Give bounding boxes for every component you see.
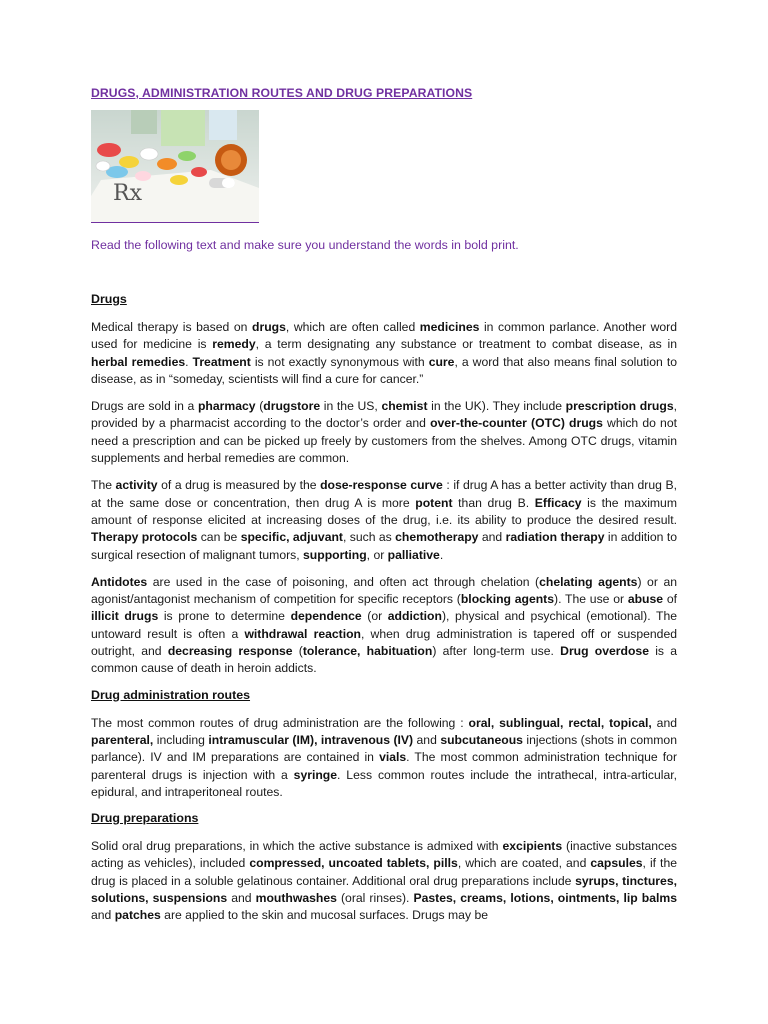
bold-term: chelating agents: [539, 574, 638, 589]
document-title: DRUGS, ADMINISTRATION ROUTES AND DRUG PREPARATIONS: [91, 86, 473, 100]
bold-term: prescription drugs: [565, 399, 674, 414]
bold-term: Pastes, creams, lotions, ointments, lip balms: [413, 891, 677, 906]
bold-term: abuse: [627, 592, 664, 607]
document-body: [91, 292, 677, 935]
bold-term: withdrawal reaction: [244, 626, 361, 641]
bold-term: palliative: [387, 547, 440, 562]
bold-term: oral, sublingual, rectal, topical,: [468, 715, 652, 730]
bold-term: pharmacy: [197, 399, 256, 414]
bold-term: intramuscular (IM), intravenous (IV): [208, 732, 414, 747]
intro-instruction: Read the following text and make sure you understand the words in bold print.: [91, 238, 519, 252]
paragraph: Medical therapy is based on drugs, which are often called medicines in common parlance. Another word used for medicine is remedy, a term designating any substance or treatment to combat disease, as in herbal remedies. Treatment is not exactly synonymous with cure, a word that also means final solution to disease, as in “someday, scientists will find a cure for cancer.”: [91, 320, 678, 386]
bold-term: excipients: [502, 839, 563, 854]
bold-term: remedy: [212, 337, 256, 352]
bold-term: subcutaneous: [440, 732, 523, 747]
bold-term: compressed, uncoated tablets, pills: [249, 856, 458, 871]
bold-term: Antidotes: [91, 574, 148, 589]
bold-term: chemotherapy: [395, 530, 479, 545]
bold-term: Treatment: [192, 354, 251, 369]
bold-term: Therapy protocols: [91, 530, 198, 545]
pills-prescription-image: [91, 110, 259, 223]
section-heading: Drug preparations: [91, 811, 199, 826]
bold-term: capsules: [590, 856, 643, 871]
bold-term: illicit drugs: [91, 609, 159, 624]
bold-term: blocking agents: [460, 592, 555, 607]
bold-term: patches: [114, 908, 161, 923]
bold-term: drugstore: [263, 399, 321, 414]
svg-text:Rx: Rx: [113, 181, 142, 206]
bold-term: Efficacy: [534, 495, 582, 510]
section-heading: Drug administration routes: [91, 687, 251, 702]
bold-term: drugs: [252, 320, 286, 334]
paragraph: Antidotes are used in the case of poisoning, and often act through chelation (chelating agents) or an agonist/antagonist mechanism of competition for specific receptors (blocking agents). The use or abuse of illicit drugs is prone to determine dependence (or addiction), physical and psychical (emotional). The untoward result is often a withdrawal reaction, when drug administration is tapered off or suspended outright, and decreasing response (tolerance, habituation) after long-term use. Drug overdose is a common cause of death in heroin addicts.: [91, 574, 678, 676]
bold-term: syrups, tinctures, solutions, suspensions: [91, 873, 677, 906]
bold-term: radiation therapy: [505, 530, 605, 545]
bold-term: decreasing response: [167, 644, 293, 659]
bold-term: mouthwashes: [255, 891, 337, 906]
bold-term: potent: [415, 495, 453, 510]
paragraph: The most common routes of drug administration are the following : oral, sublingual, rectal, topical, and parenteral, including intramuscular (IM), intravenous (IV) and subcutaneous injections (shots in common parlance). IV and IM preparations are contained in vials. The most common administration technique for parenteral drugs is injection with a syringe. Less common routes include the intrathecal, intra-articular, epidural, and intraperitoneal routes.: [91, 715, 677, 799]
paragraph: The activity of a drug is measured by the dose-response curve : if drug A has a better activity than drug B, at the same dose or concentration, then drug A is more potent than drug B. Efficacy is the maximum amount of response elicited at increasing doses of the drug, i.e. its ability to produce the desired result. Therapy protocols can be specific, adjuvant, such as chemotherapy and radiation therapy in addition to surgical resection of malignant tumors, supporting, or palliative.: [91, 478, 677, 562]
bold-term: activity: [115, 478, 158, 493]
bold-term: supporting: [303, 547, 367, 562]
bold-term: parenteral,: [91, 732, 154, 747]
bold-term: medicines: [419, 320, 480, 334]
bold-term: vials: [379, 750, 407, 765]
section-heading: Drugs: [91, 292, 127, 306]
bold-term: over-the-counter (OTC) drugs: [430, 416, 603, 431]
bold-term: chemist: [381, 399, 428, 414]
bold-term: dependence: [290, 609, 362, 624]
pills-photo-icon: [91, 110, 259, 222]
bold-term: dose-response curve: [320, 478, 443, 493]
bold-term: specific, adjuvant: [240, 530, 343, 545]
bold-term: syringe: [293, 767, 338, 782]
bold-term: herbal remedies: [91, 354, 186, 369]
bold-term: addiction: [387, 609, 442, 624]
bold-term: Drug overdose: [560, 644, 649, 659]
bold-term: tolerance, habituation: [302, 644, 433, 659]
paragraph: Solid oral drug preparations, in which the active substance is admixed with excipients (inactive substances acting as vehicles), included compressed, uncoated tablets, pills, which are coated, and capsules, if the drug is placed in a soluble gelatinous container. Additional oral drug preparations include syrups, tinctures, solutions, suspensions and mouthwashes (oral rinses). Pastes, creams, lotions, ointments, lip balms and patches are applied to the skin and mucosal surfaces. Drugs may be: [91, 839, 678, 923]
paragraph: Drugs are sold in a pharmacy (drugstore in the US, chemist in the UK). They include prescription drugs, provided by a pharmacist according to the doctor’s order and over-the-counter (OTC) drugs which do not need a prescription and can be picked up freely by customers from the shelves. Among OTC drugs, vitamin supplements and herbal remedies are common.: [91, 399, 677, 466]
bold-term: cure: [428, 354, 455, 369]
